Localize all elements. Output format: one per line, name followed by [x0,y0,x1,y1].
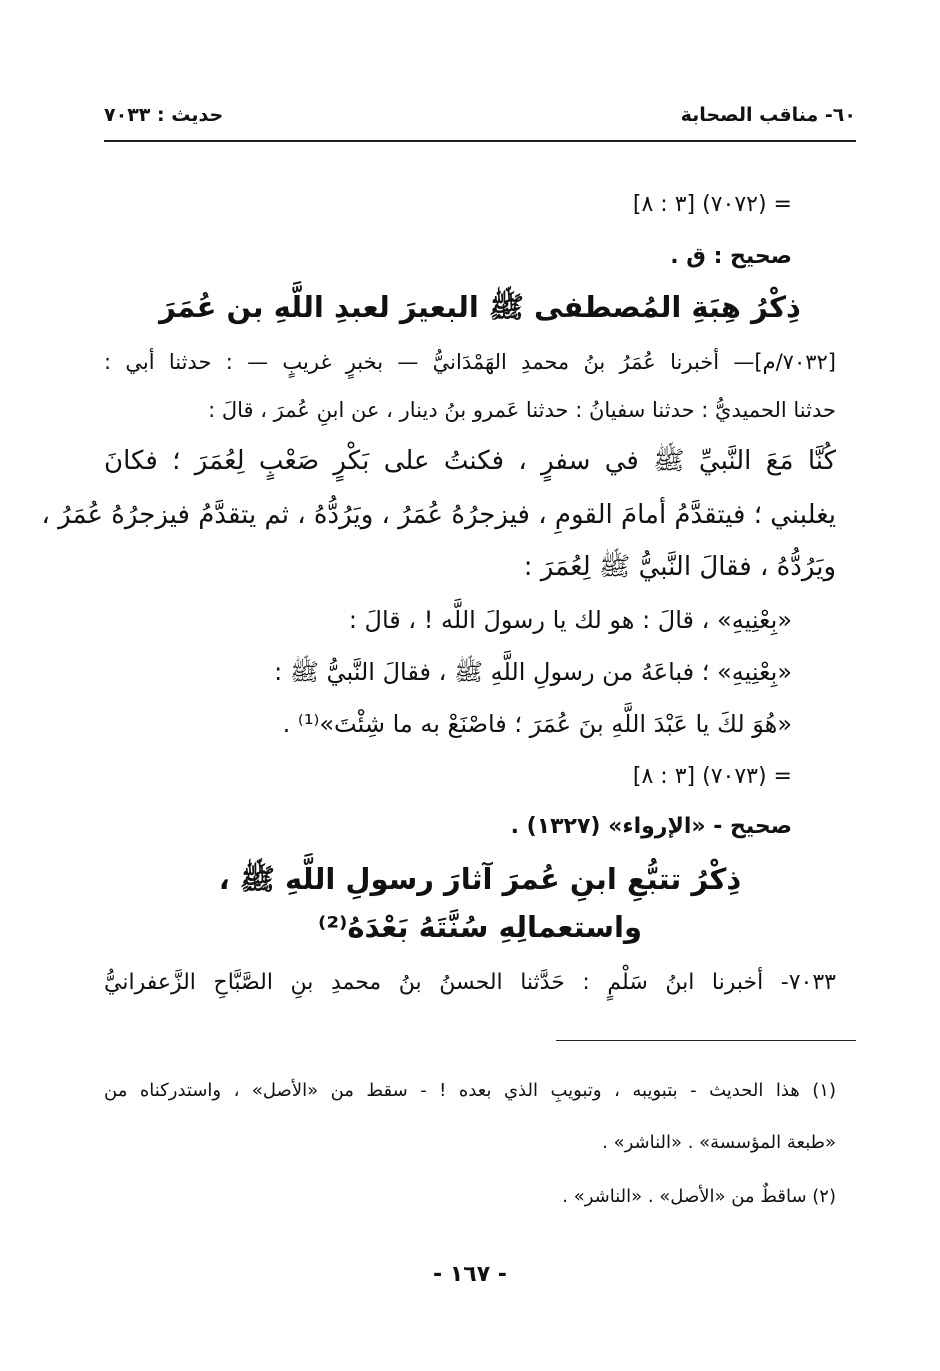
quote-line-1: «بِعْنِيهِ» ، قالَ : هو لك يا رسولَ اللَّه ! ، قالَ : [348,606,792,634]
grading-1: صحيح : ق . [670,244,792,269]
footnote-1-line-2: «طبعة المؤسسة» . «الناشر» . [602,1132,836,1153]
grading-2: صحيح - «الإرواء» (١٣٢٧) . [510,814,792,839]
chapter-title: ٦٠- مناقب الصحابة [680,104,856,126]
section-heading-1: ذِكْرُ هِبَةِ المُصطفى ﷺ البعيرَ لعبدِ اللَّهِ بن عُمَرَ [159,290,801,324]
next-isnad-line: ٧٠٣٣- أخبرنا ابنُ سَلْمٍ : حَدَّثنا الحسنُ بنُ محمدِ بنِ الصَّبَّاحِ الزَّعفرانيُّ [104,970,836,995]
cross-reference-2: = (٧٠٧٣) [٣ : ٨] [632,764,792,789]
footnote-1-line-1: (١) هذا الحديث - بتبويبه ، وتبويبِ الذي بعده ! - سقط من «الأصل» ، واستدركناه من [104,1080,836,1101]
running-header [104,104,856,138]
isnad-line-2: حدثنا الحميديُّ : حدثنا سفيانُ : حدثنا عَمرو بنُ دينار ، عن ابنِ عُمرَ ، قالَ : [208,398,836,422]
quote-line-3: «هُوَ لكَ يا عَبْدَ اللَّهِ بنَ عُمَرَ ؛ فاصْنَعْ به ما شِئْتَ»⁽¹⁾ . [282,710,792,738]
header-divider [104,140,856,142]
hadith-number-label: حديث : ٧٠٣٣ [104,104,224,126]
footnote-divider [556,1040,856,1041]
matn-line-3: ويَرُدُّهُ ، فقالَ النَّبيُّ ﷺ لِعُمَرَ : [523,552,836,582]
matn-line-2: يغلبني ؛ فيتقدَّمُ أمامَ القومِ ، فيزجرُهُ عُمَرُ ، ويَرُدُّهُ ، ثم يتقدَّمُ فيزجرُهُ عُمَرُ ، [41,500,836,530]
section-heading-2-line-2: واستعمالِهِ سُنَّتَهُ بَعْدَهُ⁽²⁾ [317,910,643,944]
section-heading-2-line-1: ذِكْرُ تتبُّعِ ابنِ عُمرَ آثارَ رسولِ اللَّهِ ﷺ ، [218,862,742,896]
page-number: - ١٦٧ - [433,1262,507,1287]
matn-line-1: كُنَّا مَعَ النَّبيِّ ﷺ في سفرٍ ، فكنتُ على بَكْرٍ صَعْبٍ لِعُمَرَ ؛ فكانَ [104,446,836,476]
footnote-2: (٢) ساقطٌ من «الأصل» . «الناشر» . [562,1186,836,1207]
quote-line-2: «بِعْنِيهِ» ؛ فباعَهُ من رسولِ اللَّهِ ﷺ ، فقالَ النَّبيُّ ﷺ : [274,658,792,686]
cross-reference-1: = (٧٠٧٢) [٣ : ٨] [632,192,792,217]
isnad-line-1: [٧٠٣٢/م]— أخبرنا عُمَرُ بنُ محمدِ الهَمْدَانيُّ — بخبرٍ غريبٍ — : حدثنا أبي : [104,350,836,374]
